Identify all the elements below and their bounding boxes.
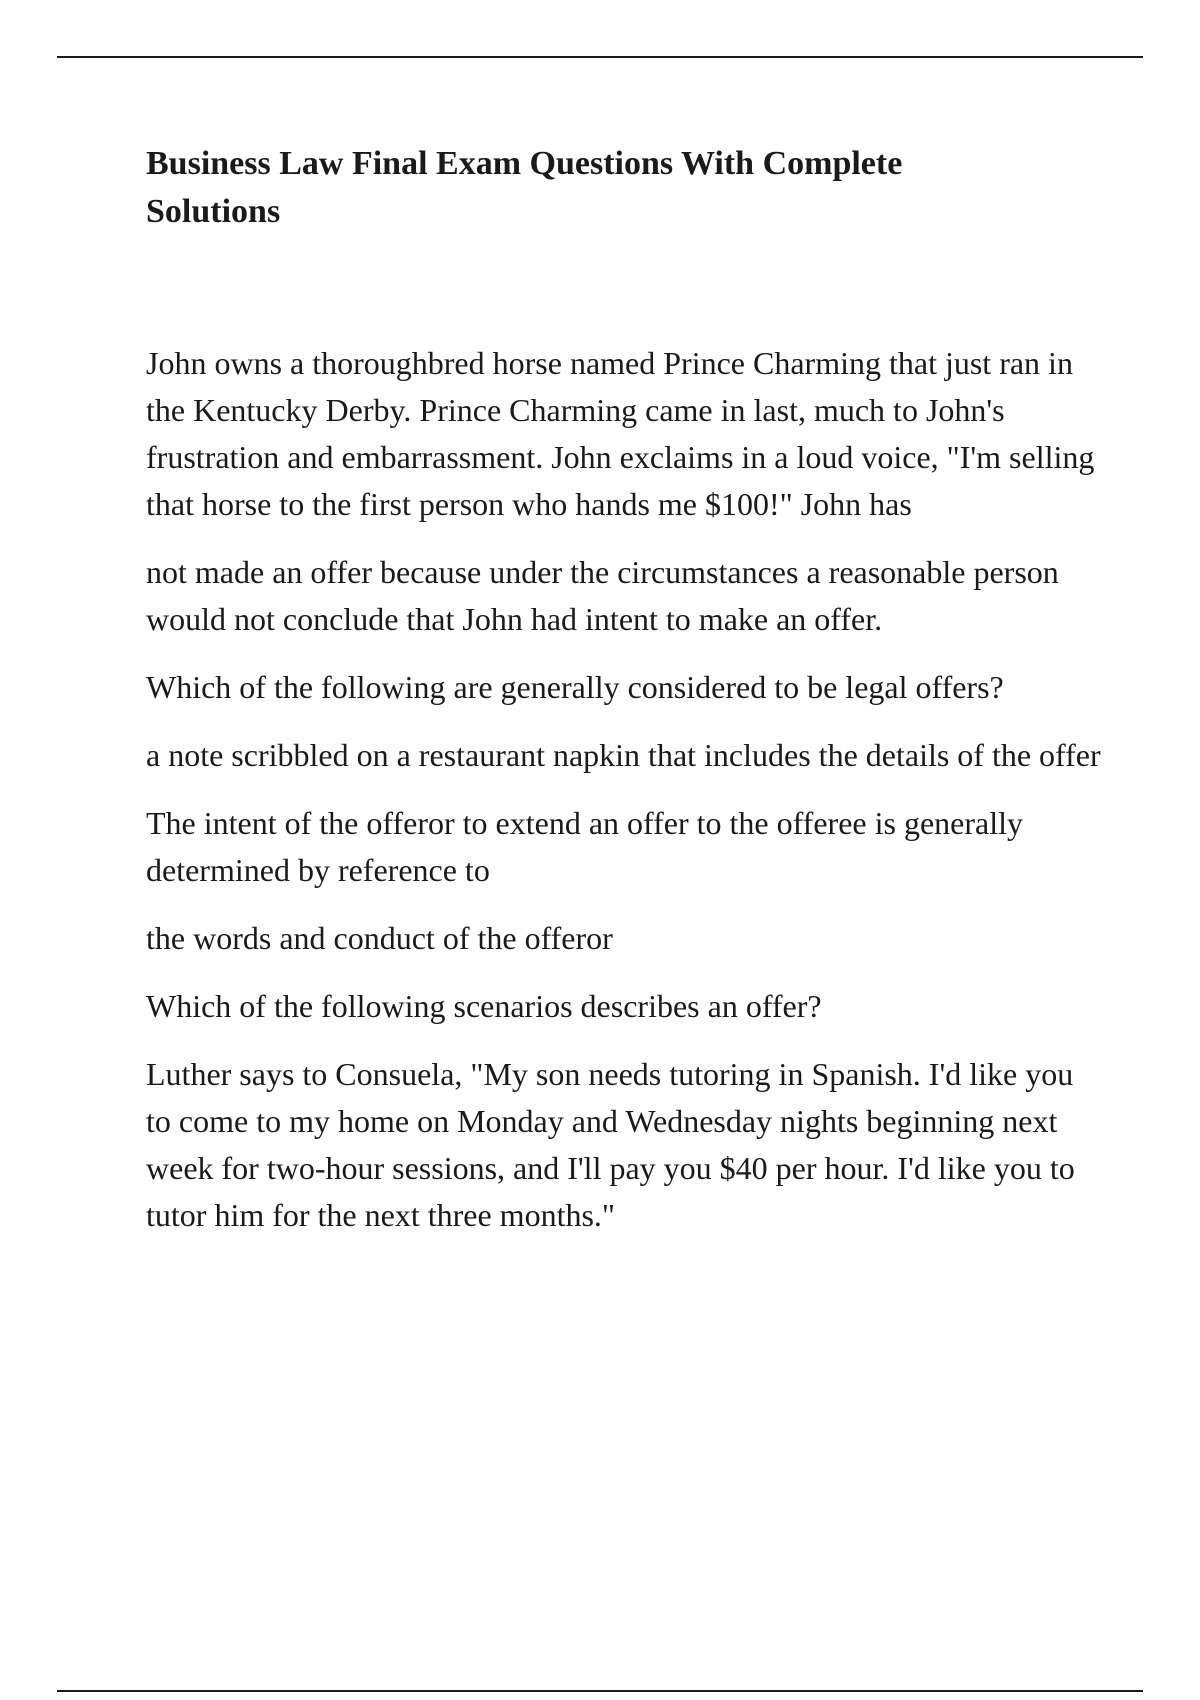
answer-paragraph: a note scribbled on a restaurant napkin that includes the details of the offer — [146, 737, 1101, 773]
answer-paragraph: not made an offer because under the circumstances a reasonable person would not conclude that John had intent to make an offer. — [146, 554, 1059, 637]
header-divider — [57, 56, 1143, 58]
answer-paragraph: the words and conduct of the offeror — [146, 920, 613, 956]
question-paragraph: John owns a thoroughbred horse named Prince Charming that just ran in the Kentucky Derby. Prince Charming came in last, much to John's frustration and embarrassment. John exclaims in a loud voice, "I'm selling that horse to the first person who hands me $100!" John has — [146, 345, 1095, 522]
document-title: Business Law Final Exam Questions With Complete Solutions — [146, 145, 903, 230]
footer-divider — [57, 1690, 1143, 1692]
answer-paragraph: Luther says to Consuela, "My son needs tutoring in Spanish. I'd like you to come to my home on Monday and Wednesday nights beginning next week for two-hour sessions, and I'll pay you $40 per hour. I'd like you to tutor him for the next three months." — [146, 1056, 1075, 1233]
document-body — [146, 140, 1106, 1260]
question-paragraph: The intent of the offeror to extend an offer to the offeree is generally determined by reference to — [146, 805, 1023, 888]
question-paragraph: Which of the following are generally considered to be legal offers? — [146, 669, 1004, 705]
question-paragraph: Which of the following scenarios describes an offer? — [146, 988, 822, 1024]
